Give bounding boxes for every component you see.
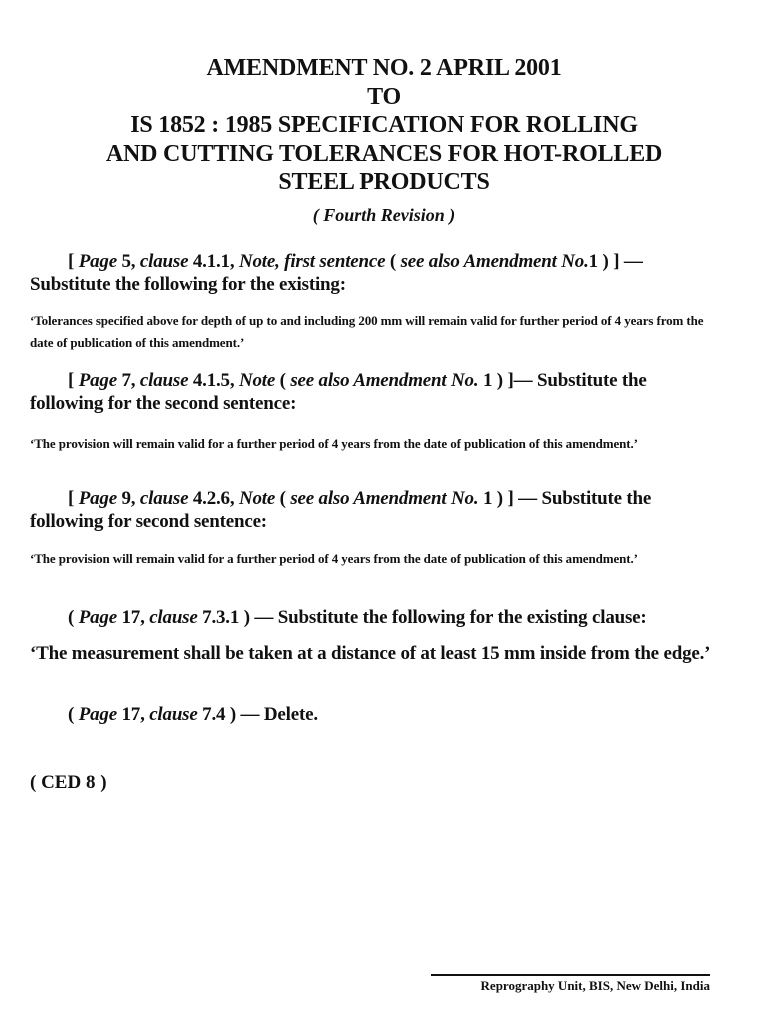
clause-number: 7.4: [197, 704, 226, 725]
see-also-label: see also Amendment No.: [290, 488, 479, 509]
clause-number: 7.3.1: [197, 607, 240, 628]
bracket-open: [: [68, 488, 79, 509]
see-also-number: 1: [478, 488, 493, 509]
page-number: 9,: [116, 488, 140, 509]
clause-label: clause: [139, 251, 189, 272]
page-label: Page: [78, 704, 117, 725]
amendment-2-reference: [30, 369, 714, 415]
amendment-4-text: ‘The measurement shall be taken at a distance of at least 15 mm inside from the edge.’: [30, 643, 711, 664]
page-label: Page: [78, 251, 117, 272]
note-label: Note: [238, 370, 276, 391]
title-line-5: STEEL PRODUCTS: [278, 169, 490, 195]
paren-open: (: [275, 488, 291, 509]
instruction-text: Substitute the following for the second sentence:: [30, 370, 647, 414]
bracket-close: ) ]—: [492, 370, 537, 391]
paren-open: (: [275, 370, 291, 391]
clause-label: clause: [139, 488, 189, 509]
paren-close: ) —: [225, 704, 264, 725]
amendment-1-reference: [30, 250, 714, 296]
title-line-1: AMENDMENT NO. 2 APRIL 2001: [206, 55, 562, 81]
amendment-1-text: ‘Tolerances specified above for depth of up to and including 200 mm will remain valid for further period of 4 years from the date of publication of this amendment.’: [30, 313, 704, 350]
instruction-text: Substitute the following for the existing clause:: [277, 607, 647, 628]
see-also-label: see also Amendment No.: [290, 370, 479, 391]
footer-divider: [431, 974, 710, 976]
see-also-number: 1: [478, 370, 493, 391]
paren-open: (: [385, 251, 401, 272]
page-label: Page: [78, 370, 117, 391]
title-line-4: AND CUTTING TOLERANCES FOR HOT-ROLLED: [105, 140, 663, 167]
footer-imprint: Reprography Unit, BIS, New Delhi, India: [480, 978, 710, 993]
page-label: Page: [78, 607, 117, 628]
see-also-label: see also Amendment No.: [400, 251, 589, 272]
amendment-3-text: ‘The provision will remain valid for a further period of 4 years from the date of publication of this amendment.’: [30, 551, 638, 566]
instruction-text: Delete.: [263, 704, 318, 725]
page-number: 17,: [116, 704, 150, 725]
instruction-text: Substitute the following for second sentence:: [30, 488, 652, 532]
see-also-number: 1: [588, 251, 598, 272]
title-line-3: IS 1852 : 1985 SPECIFICATION FOR ROLLING: [130, 112, 638, 138]
page-number: 5,: [116, 251, 140, 272]
bracket-close: ) ] —: [597, 251, 643, 272]
page-number: 17,: [116, 607, 150, 628]
amendment-5-reference: [30, 703, 714, 726]
clause-label: clause: [139, 370, 189, 391]
paren-open: (: [68, 704, 79, 725]
clause-number: 4.1.1,: [188, 251, 239, 272]
document-title: [40, 54, 728, 197]
page-number: 7,: [116, 370, 140, 391]
page-label: Page: [78, 488, 117, 509]
amendment-4-reference: [30, 606, 714, 629]
bracket-close: ) ] —: [492, 488, 542, 509]
title-line-2: TO: [367, 83, 401, 110]
clause-number: 4.2.6,: [188, 488, 239, 509]
bracket-open: [: [68, 370, 79, 391]
amendment-2-text: ‘The provision will remain valid for a further period of 4 years from the date of publication of this amendment.’: [30, 436, 638, 451]
note-label: Note, first sentence: [238, 251, 386, 272]
committee-reference: ( CED 8 ): [30, 772, 107, 793]
instruction-text: Substitute the following for the existing:: [30, 274, 346, 295]
revision-label: ( Fourth Revision ): [312, 205, 456, 225]
amendment-3-reference: [30, 487, 714, 533]
clause-number: 4.1.5,: [188, 370, 239, 391]
clause-label: clause: [149, 607, 198, 628]
note-label: Note: [238, 488, 276, 509]
paren-close: ) —: [239, 607, 278, 628]
bracket-open: [: [68, 251, 79, 272]
paren-open: (: [68, 607, 79, 628]
clause-label: clause: [149, 704, 198, 725]
